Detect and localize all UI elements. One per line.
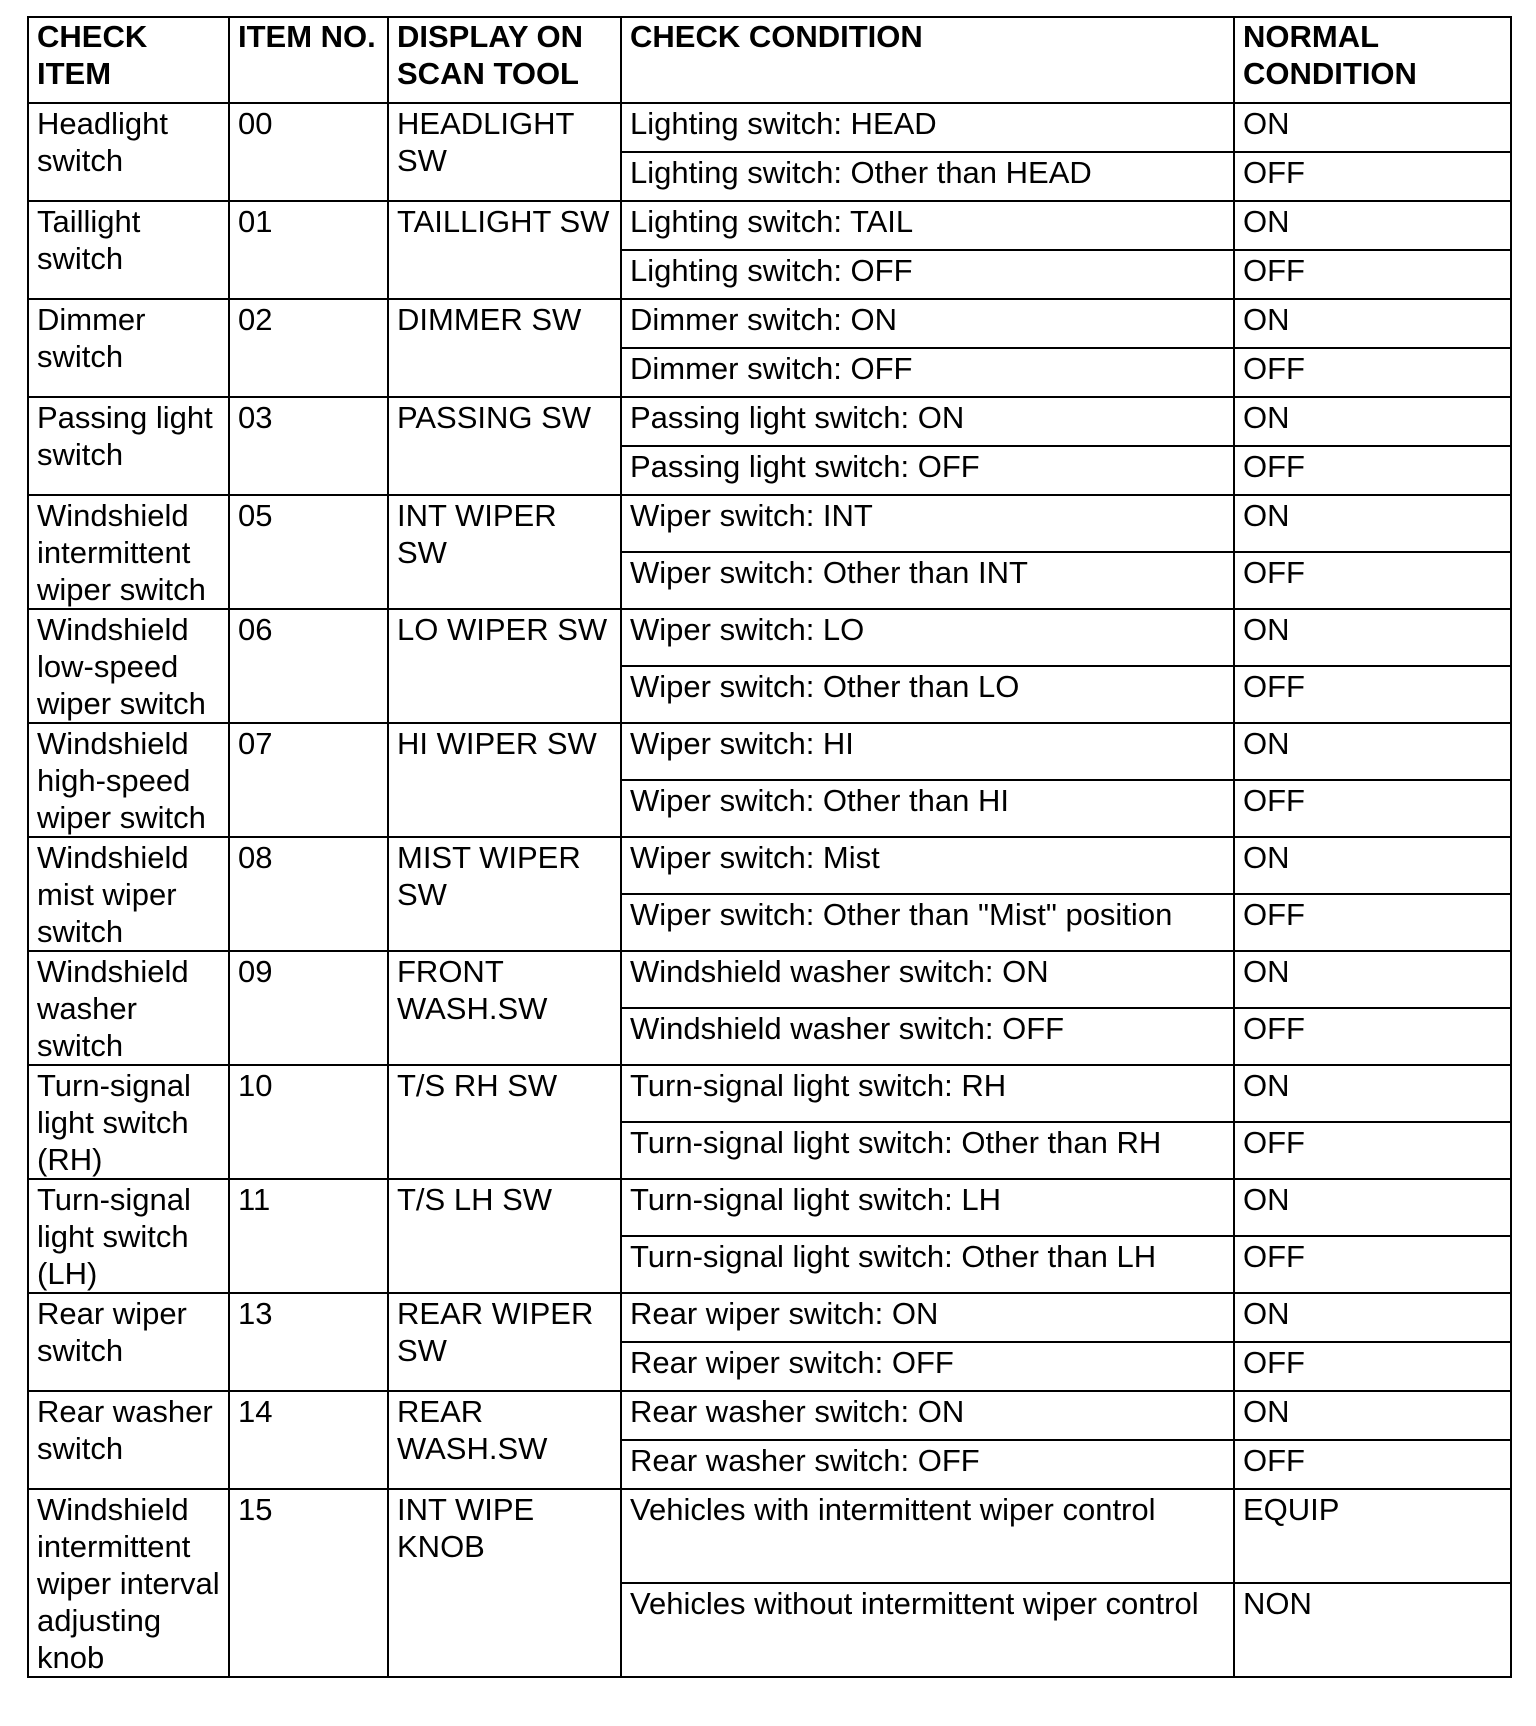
header-display-on-scan-tool: DISPLAY ON SCAN TOOL — [388, 17, 621, 103]
normal-condition-cell: OFF — [1234, 1008, 1511, 1065]
check-condition-cell: Lighting switch: OFF — [621, 250, 1234, 299]
check-condition-cell: Wiper switch: INT — [621, 495, 1234, 552]
normal-condition-cell: OFF — [1234, 666, 1511, 723]
scan-tool-display-cell: DIMMER SW — [388, 299, 621, 397]
scan-tool-display-cell: HEADLIGHT SW — [388, 103, 621, 201]
normal-condition-cell: OFF — [1234, 152, 1511, 201]
scan-tool-display-cell: LO WIPER SW — [388, 609, 621, 723]
table-row — [28, 397, 1511, 446]
normal-condition-cell: OFF — [1234, 1122, 1511, 1179]
check-condition-cell: Lighting switch: HEAD — [621, 103, 1234, 152]
table-row — [28, 495, 1511, 552]
check-item-cell: Windshield intermittent wiper switch — [28, 495, 229, 609]
item-no-cell: 07 — [229, 723, 388, 837]
normal-condition-cell: ON — [1234, 397, 1511, 446]
scan-tool-display-cell: TAILLIGHT SW — [388, 201, 621, 299]
item-no-cell: 15 — [229, 1489, 388, 1677]
normal-condition-cell: NON — [1234, 1583, 1511, 1677]
table-row — [28, 1293, 1511, 1342]
check-condition-cell: Lighting switch: Other than HEAD — [621, 152, 1234, 201]
item-no-cell: 02 — [229, 299, 388, 397]
check-item-cell: Dimmer switch — [28, 299, 229, 397]
scan-tool-display-cell: REAR WIPER SW — [388, 1293, 621, 1391]
header-check-item: CHECK ITEM — [28, 17, 229, 103]
check-condition-cell: Dimmer switch: OFF — [621, 348, 1234, 397]
check-condition-cell: Wiper switch: Other than INT — [621, 552, 1234, 609]
check-item-cell: Taillight switch — [28, 201, 229, 299]
check-condition-cell: Rear wiper switch: OFF — [621, 1342, 1234, 1391]
check-condition-cell: Vehicles without intermittent wiper control — [621, 1583, 1234, 1677]
table-row — [28, 103, 1511, 152]
normal-condition-cell: OFF — [1234, 250, 1511, 299]
normal-condition-cell: OFF — [1234, 348, 1511, 397]
table-row — [28, 299, 1511, 348]
item-no-cell: 11 — [229, 1179, 388, 1293]
item-no-cell: 09 — [229, 951, 388, 1065]
check-condition-cell: Windshield washer switch: ON — [621, 951, 1234, 1008]
check-condition-cell: Turn-signal light switch: LH — [621, 1179, 1234, 1236]
normal-condition-cell: OFF — [1234, 780, 1511, 837]
normal-condition-cell: ON — [1234, 1293, 1511, 1342]
table-row — [28, 723, 1511, 780]
item-no-cell: 05 — [229, 495, 388, 609]
normal-condition-cell: OFF — [1234, 894, 1511, 951]
normal-condition-cell: ON — [1234, 299, 1511, 348]
normal-condition-cell: OFF — [1234, 1236, 1511, 1293]
check-condition-cell: Wiper switch: Other than "Mist" position — [621, 894, 1234, 951]
item-no-cell: 01 — [229, 201, 388, 299]
check-condition-cell: Turn-signal light switch: RH — [621, 1065, 1234, 1122]
check-item-cell: Rear washer switch — [28, 1391, 229, 1489]
normal-condition-cell: ON — [1234, 723, 1511, 780]
table-row — [28, 837, 1511, 894]
item-no-cell: 08 — [229, 837, 388, 951]
normal-condition-cell: ON — [1234, 1391, 1511, 1440]
check-condition-cell: Dimmer switch: ON — [621, 299, 1234, 348]
check-item-cell: Windshield low-speed wiper switch — [28, 609, 229, 723]
normal-condition-cell: OFF — [1234, 1440, 1511, 1489]
normal-condition-cell: ON — [1234, 201, 1511, 250]
table-row — [28, 1391, 1511, 1440]
check-item-cell: Turn-signal light switch (RH) — [28, 1065, 229, 1179]
table-header-row — [28, 17, 1511, 103]
scan-tool-display-cell: REAR WASH.SW — [388, 1391, 621, 1489]
check-item-cell: Rear wiper switch — [28, 1293, 229, 1391]
normal-condition-cell: ON — [1234, 837, 1511, 894]
check-condition-cell: Turn-signal light switch: Other than RH — [621, 1122, 1234, 1179]
table-container — [27, 16, 1512, 1678]
check-item-cell: Headlight switch — [28, 103, 229, 201]
item-no-cell: 00 — [229, 103, 388, 201]
check-condition-cell: Turn-signal light switch: Other than LH — [621, 1236, 1234, 1293]
check-condition-cell: Lighting switch: TAIL — [621, 201, 1234, 250]
scan-tool-display-cell: MIST WIPER SW — [388, 837, 621, 951]
check-item-cell: Windshield high-speed wiper switch — [28, 723, 229, 837]
normal-condition-cell: ON — [1234, 103, 1511, 152]
check-condition-cell: Wiper switch: HI — [621, 723, 1234, 780]
normal-condition-cell: ON — [1234, 951, 1511, 1008]
item-no-cell: 06 — [229, 609, 388, 723]
check-condition-cell: Wiper switch: Other than HI — [621, 780, 1234, 837]
scan-tool-display-cell: T/S RH SW — [388, 1065, 621, 1179]
check-item-cell: Windshield intermittent wiper interval adjusting knob — [28, 1489, 229, 1677]
scan-tool-check-table — [27, 16, 1512, 1678]
check-item-cell: Windshield washer switch — [28, 951, 229, 1065]
check-condition-cell: Wiper switch: Other than LO — [621, 666, 1234, 723]
normal-condition-cell: OFF — [1234, 1342, 1511, 1391]
table-row — [28, 1179, 1511, 1236]
normal-condition-cell: ON — [1234, 1179, 1511, 1236]
check-condition-cell: Passing light switch: OFF — [621, 446, 1234, 495]
item-no-cell: 03 — [229, 397, 388, 495]
check-condition-cell: Rear washer switch: OFF — [621, 1440, 1234, 1489]
table-row — [28, 201, 1511, 250]
item-no-cell: 14 — [229, 1391, 388, 1489]
item-no-cell: 10 — [229, 1065, 388, 1179]
table-body — [28, 103, 1511, 1677]
check-condition-cell: Rear wiper switch: ON — [621, 1293, 1234, 1342]
scan-tool-display-cell: HI WIPER SW — [388, 723, 621, 837]
scan-tool-display-cell: T/S LH SW — [388, 1179, 621, 1293]
check-condition-cell: Passing light switch: ON — [621, 397, 1234, 446]
table-row — [28, 1489, 1511, 1583]
normal-condition-cell: EQUIP — [1234, 1489, 1511, 1583]
normal-condition-cell: OFF — [1234, 446, 1511, 495]
check-condition-cell: Vehicles with intermittent wiper control — [621, 1489, 1234, 1583]
check-condition-cell: Wiper switch: Mist — [621, 837, 1234, 894]
scan-tool-display-cell: PASSING SW — [388, 397, 621, 495]
scan-tool-display-cell: INT WIPER SW — [388, 495, 621, 609]
check-condition-cell: Windshield washer switch: OFF — [621, 1008, 1234, 1065]
normal-condition-cell: OFF — [1234, 552, 1511, 609]
normal-condition-cell: ON — [1234, 609, 1511, 666]
check-item-cell: Turn-signal light switch (LH) — [28, 1179, 229, 1293]
check-item-cell: Windshield mist wiper switch — [28, 837, 229, 951]
table-row — [28, 951, 1511, 1008]
check-item-cell: Passing light switch — [28, 397, 229, 495]
header-item-no: ITEM NO. — [229, 17, 388, 103]
header-check-condition: CHECK CONDITION — [621, 17, 1234, 103]
item-no-cell: 13 — [229, 1293, 388, 1391]
normal-condition-cell: ON — [1234, 495, 1511, 552]
check-condition-cell: Rear washer switch: ON — [621, 1391, 1234, 1440]
scan-tool-display-cell: INT WIPE KNOB — [388, 1489, 621, 1677]
header-normal-condition: NORMAL CONDITION — [1234, 17, 1511, 103]
table-row — [28, 1065, 1511, 1122]
check-condition-cell: Wiper switch: LO — [621, 609, 1234, 666]
normal-condition-cell: ON — [1234, 1065, 1511, 1122]
table-row — [28, 609, 1511, 666]
scan-tool-display-cell: FRONT WASH.SW — [388, 951, 621, 1065]
